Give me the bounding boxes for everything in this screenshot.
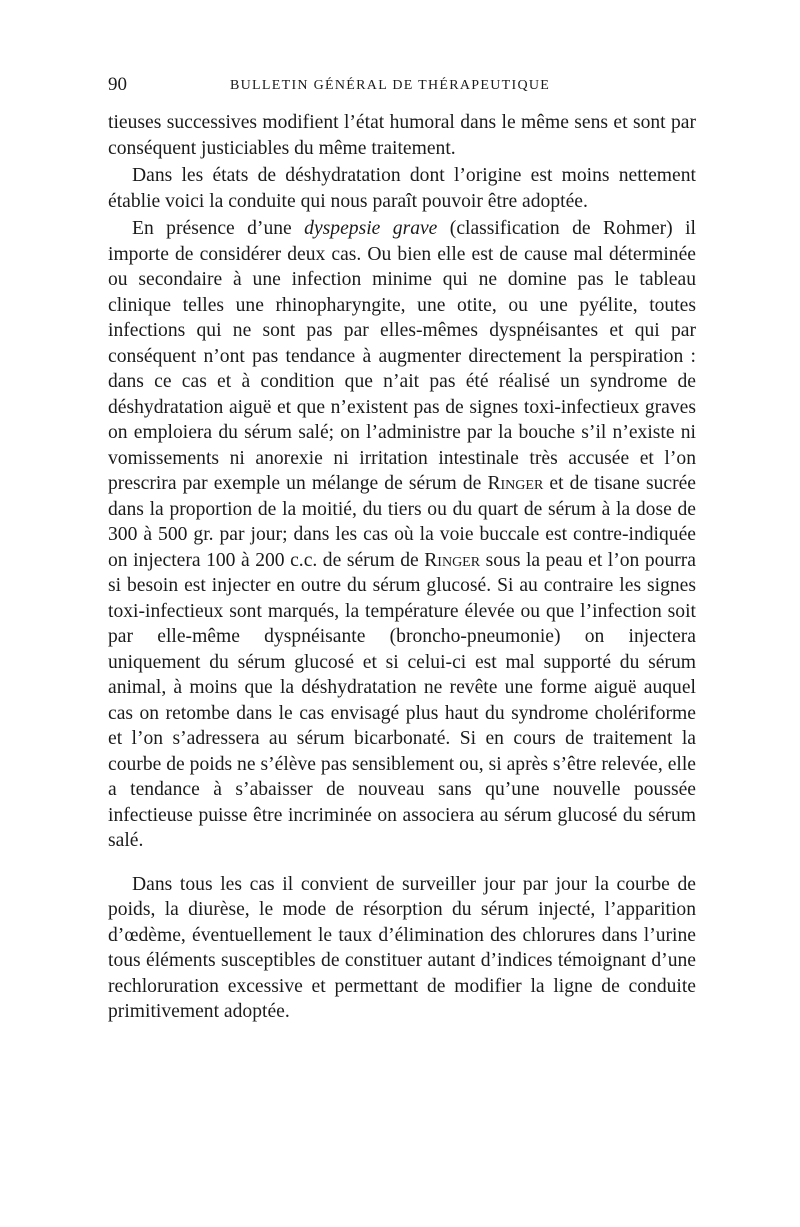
running-title: BULLETIN GÉNÉRAL DE THÉRAPEUTIQUE [230, 78, 551, 93]
text-run: tieuses successives modifient l’état humoral dans le même sens et sont par conséquent justiciables du même traitement. [108, 112, 696, 159]
body-text [108, 110, 696, 1025]
text-run: sous la peau et l’on pourra si besoin est injecter en outre du sérum glucosé. Si au contraire les signes toxi-infectieux sont marqués, la température élevée ou que l’infection soit par elle-même dyspnéisante (broncho-pneumonie) on injectera uniquement du sérum glucosé et si celui-ci est mal supporté du sérum animal, à moins que la déshydratation ne revête une forme aiguë auquel cas on retombe dans le cas envisagé plus haut du syndrome cholériforme et l’on s’adressera au sérum bicarbonaté. Si en cours de traitement la courbe de poids ne s’élève pas sensiblement ou, si après s’être relevée, elle a tendance à s’abaisser de nouveau sans qu’une nouvelle poussée infectieuse puisse être incriminée on associera au sérum glucosé du sérum salé. [108, 549, 696, 851]
paragraph [108, 872, 696, 1025]
text-run: Dans tous les cas il convient de surveiller jour par jour la courbe de poids, la diurèse, le mode de résorption du sérum injecté, l’apparition d’œdème, éventuellement le taux d’élimination des chlorures dans l’urine tous éléments susceptibles de constituer autant d’indices témoignant d’une rechloruration excessive et permettant de modifier la ligne de conduite primitivement adoptée. [108, 873, 696, 1022]
small-caps-text: Ringer [424, 549, 481, 571]
text-run: (classification de Rohmer) il importe de considérer deux cas. Ou bien elle est de cause mal déterminée ou secondaire à une infection minime qui ne domine pas le tableau clinique telles une rhinopharyngite, une otite, ou une pyélite, toutes infections qui ne sont pas par elles-mêmes dyspnéisantes et qui par conséquent n’ont pas tendance à augmenter directement la perspiration : dans ce cas et à condition que n’ait pas été réalisé un syndrome de déshydratation aiguë et que n’existent pas de signes toxi-infectieux graves on emploiera du sérum salé; on l’administre par la bouche s’il n’existe ni vomissements ni anorexie ni irritation intestinale très accusée et l’on prescrira par exemple un mélange de sérum de [108, 218, 697, 494]
paragraph [108, 110, 696, 161]
text-run: Dans les états de déshydratation dont l’origine est moins nettement établie voici la conduite qui nous paraît pouvoir être adoptée. [108, 165, 696, 212]
small-caps-text: Ringer [487, 473, 544, 494]
page-header [108, 74, 696, 98]
text-run: et de tisane sucrée dans la proportion de la moitié, du tiers ou du quart de sérum à la dose de 300 à 500 gr. par jour; dans les cas où la voie buccale est contre-indiquée on injectera 100 à 200 c.c. de sérum de [108, 473, 696, 571]
paragraph [108, 216, 696, 854]
text-run: En présence d’une [132, 218, 305, 239]
paragraph [108, 163, 696, 214]
italic-text: dyspepsie grave [304, 218, 438, 239]
page-number: 90 [108, 74, 127, 95]
